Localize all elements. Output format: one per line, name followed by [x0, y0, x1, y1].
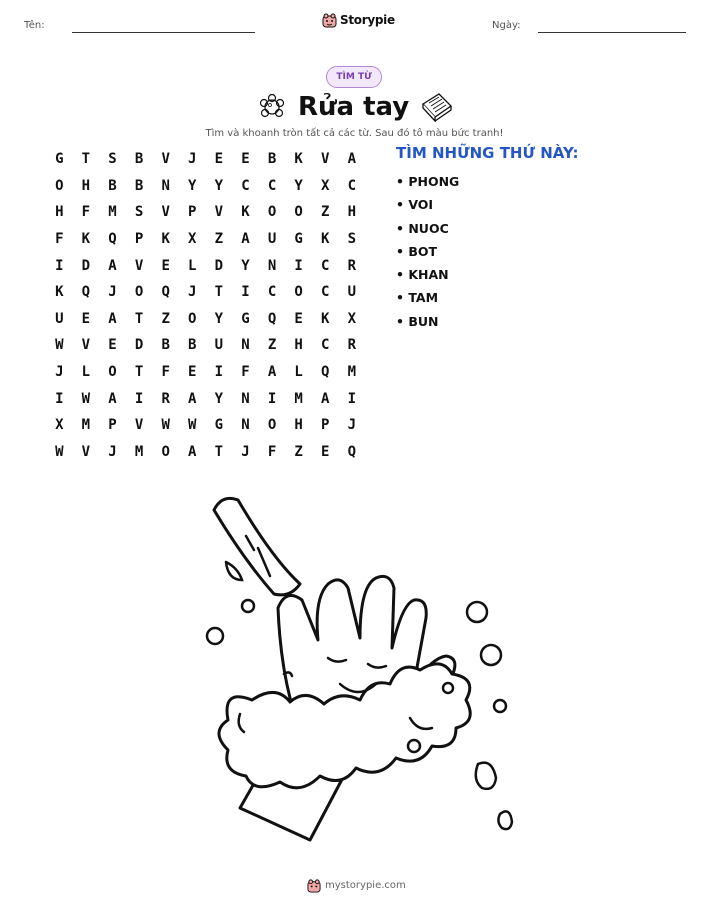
grid-cell[interactable]: A: [347, 151, 357, 168]
grid-cell[interactable]: F: [267, 443, 277, 460]
instructions: Tìm và khoanh tròn tất cả các từ. Sau đó tô màu bức tranh!: [205, 128, 504, 139]
grid-cell[interactable]: B: [134, 177, 144, 194]
grid-cell[interactable]: F: [81, 204, 91, 221]
grid-cell[interactable]: E: [161, 257, 170, 274]
grid-cell[interactable]: L: [188, 257, 197, 274]
grid-cell[interactable]: I: [214, 364, 224, 381]
grid-cell[interactable]: C: [321, 257, 330, 274]
grid-cell[interactable]: P: [321, 417, 330, 434]
grid-cell[interactable]: Q: [108, 231, 117, 248]
grid-cell[interactable]: O: [267, 417, 277, 434]
grid-cell[interactable]: Y: [214, 390, 224, 407]
grid-cell[interactable]: I: [55, 390, 64, 407]
grid-cell[interactable]: R: [347, 257, 357, 274]
soap-bubble-icon: [258, 93, 286, 121]
grid-cell[interactable]: I: [134, 390, 144, 407]
grid-cell[interactable]: F: [241, 364, 250, 381]
grid-cell[interactable]: S: [108, 151, 117, 168]
grid-cell[interactable]: K: [161, 231, 170, 248]
grid-cell[interactable]: N: [241, 417, 250, 434]
grid-cell[interactable]: K: [81, 231, 91, 248]
grid-cell[interactable]: Y: [188, 177, 197, 194]
grid-cell[interactable]: I: [347, 390, 357, 407]
name-line[interactable]: [72, 32, 255, 33]
grid-cell[interactable]: N: [161, 177, 170, 194]
grid-cell[interactable]: O: [188, 310, 197, 327]
grid-cell[interactable]: V: [134, 257, 144, 274]
grid-cell[interactable]: W: [81, 390, 91, 407]
brand-name: Storypie: [340, 13, 395, 27]
grid-cell[interactable]: V: [214, 204, 224, 221]
grid-cell[interactable]: J: [108, 284, 117, 301]
grid-cell[interactable]: C: [321, 337, 330, 354]
page-title: Rửa tay: [298, 92, 410, 122]
grid-cell[interactable]: P: [188, 204, 197, 221]
word-item: • VOI: [396, 197, 434, 213]
grid-cell[interactable]: P: [108, 417, 117, 434]
grid-cell[interactable]: K: [55, 284, 64, 301]
grid-cell[interactable]: E: [214, 151, 224, 168]
grid-cell[interactable]: B: [134, 151, 144, 168]
grid-cell[interactable]: D: [134, 337, 144, 354]
storypie-logo-icon: [307, 878, 321, 893]
grid-cell[interactable]: A: [321, 390, 330, 407]
grid-cell[interactable]: N: [241, 390, 250, 407]
grid-cell[interactable]: Y: [214, 310, 224, 327]
grid-cell[interactable]: K: [321, 310, 330, 327]
grid-cell[interactable]: D: [214, 257, 224, 274]
grid-cell[interactable]: O: [55, 177, 64, 194]
grid-cell[interactable]: J: [188, 151, 197, 168]
grid-cell[interactable]: T: [81, 151, 91, 168]
grid-cell[interactable]: J: [108, 443, 117, 460]
grid-cell[interactable]: M: [134, 443, 144, 460]
grid-cell[interactable]: U: [55, 310, 64, 327]
grid-cell[interactable]: I: [241, 284, 250, 301]
grid-cell[interactable]: I: [294, 257, 303, 274]
grid-cell[interactable]: Z: [267, 337, 277, 354]
grid-cell[interactable]: V: [321, 151, 330, 168]
grid-cell[interactable]: F: [55, 231, 64, 248]
grid-cell[interactable]: C: [347, 177, 357, 194]
word-item: • BUN: [396, 313, 439, 329]
brand: [322, 12, 395, 28]
grid-cell[interactable]: D: [81, 257, 91, 274]
grid-cell[interactable]: K: [294, 151, 303, 168]
hand-washing-illustration: [200, 488, 520, 848]
grid-cell[interactable]: S: [134, 204, 144, 221]
grid-cell[interactable]: A: [108, 310, 117, 327]
grid-cell[interactable]: X: [347, 310, 357, 327]
grid-cell[interactable]: E: [81, 310, 91, 327]
grid-cell[interactable]: R: [161, 390, 170, 407]
grid-cell[interactable]: B: [188, 337, 197, 354]
grid-cell[interactable]: B: [161, 337, 170, 354]
grid-cell[interactable]: F: [161, 364, 170, 381]
grid-cell[interactable]: W: [55, 443, 64, 460]
word-item: • PHONG: [396, 174, 460, 189]
grid-cell[interactable]: O: [161, 443, 170, 460]
grid-cell[interactable]: E: [108, 337, 117, 354]
grid-cell[interactable]: M: [108, 204, 117, 221]
grid-cell[interactable]: H: [347, 204, 357, 221]
grid-cell[interactable]: T: [134, 364, 144, 381]
grid-cell[interactable]: C: [321, 284, 330, 301]
grid-cell[interactable]: V: [81, 443, 91, 460]
grid-cell[interactable]: A: [241, 231, 250, 248]
grid-cell[interactable]: W: [55, 337, 64, 354]
grid-cell[interactable]: Z: [161, 310, 170, 327]
grid-cell[interactable]: E: [321, 443, 330, 460]
grid-cell[interactable]: H: [294, 337, 303, 354]
soap-bar-icon: [420, 90, 454, 122]
grid-cell[interactable]: G: [241, 310, 250, 327]
date-label: Ngày:: [492, 20, 521, 31]
grid-cell[interactable]: B: [108, 177, 117, 194]
grid-cell[interactable]: E: [294, 310, 303, 327]
grid-cell[interactable]: L: [294, 364, 303, 381]
grid-cell[interactable]: I: [267, 390, 277, 407]
footer-url[interactable]: mystorypie.com: [325, 880, 406, 891]
activity-tag: TÌM TỪ: [326, 66, 382, 88]
grid-cell[interactable]: J: [55, 364, 64, 381]
grid-cell[interactable]: W: [161, 417, 170, 434]
date-line[interactable]: [538, 32, 686, 33]
word-item: • KHAN: [396, 267, 449, 283]
grid-cell[interactable]: U: [267, 231, 277, 248]
grid-cell[interactable]: M: [347, 364, 357, 381]
grid-cell[interactable]: V: [81, 337, 91, 354]
grid-cell[interactable]: X: [188, 231, 197, 248]
grid-cell[interactable]: Y: [214, 177, 224, 194]
grid-cell[interactable]: K: [321, 231, 330, 248]
word-item: • TAM: [396, 290, 439, 306]
grid-cell[interactable]: U: [214, 337, 224, 354]
grid-cell[interactable]: J: [347, 417, 357, 434]
grid-cell[interactable]: Q: [347, 443, 357, 460]
grid-cell[interactable]: G: [214, 417, 224, 434]
grid-cell[interactable]: Q: [161, 284, 170, 301]
grid-cell[interactable]: A: [267, 364, 277, 381]
grid-cell[interactable]: A: [108, 390, 117, 407]
grid-cell[interactable]: J: [188, 284, 197, 301]
grid-cell[interactable]: O: [267, 204, 277, 221]
grid-cell[interactable]: M: [294, 390, 303, 407]
grid-cell[interactable]: H: [55, 204, 64, 221]
grid-cell[interactable]: X: [55, 417, 64, 434]
grid-cell[interactable]: C: [267, 284, 277, 301]
grid-cell[interactable]: Q: [81, 284, 91, 301]
grid-cell[interactable]: T: [214, 284, 224, 301]
grid-cell[interactable]: C: [267, 177, 277, 194]
word-item: • NUOC: [396, 220, 449, 236]
grid-cell[interactable]: N: [241, 337, 250, 354]
grid-cell[interactable]: S: [347, 231, 357, 248]
grid-cell[interactable]: Z: [294, 443, 303, 460]
grid-cell[interactable]: H: [294, 417, 303, 434]
grid-cell[interactable]: L: [81, 364, 91, 381]
grid-cell[interactable]: Y: [294, 177, 303, 194]
grid-cell[interactable]: O: [108, 364, 117, 381]
grid-cell[interactable]: R: [347, 337, 357, 354]
grid-cell[interactable]: X: [321, 177, 330, 194]
grid-cell[interactable]: E: [188, 364, 197, 381]
word-item: • BOT: [396, 243, 438, 259]
grid-cell[interactable]: P: [134, 231, 144, 248]
grid-cell[interactable]: Z: [214, 231, 224, 248]
grid-cell[interactable]: N: [267, 257, 277, 274]
grid-cell[interactable]: Q: [321, 364, 330, 381]
grid-cell[interactable]: K: [241, 204, 250, 221]
grid-cell[interactable]: Y: [241, 257, 250, 274]
grid-cell[interactable]: J: [241, 443, 250, 460]
grid-cell[interactable]: E: [241, 151, 250, 168]
grid-cell[interactable]: O: [294, 284, 303, 301]
grid-cell[interactable]: A: [188, 390, 197, 407]
name-label: Tên:: [24, 20, 45, 31]
grid-cell[interactable]: B: [267, 151, 277, 168]
grid-cell[interactable]: U: [347, 284, 357, 301]
grid-cell[interactable]: G: [294, 231, 303, 248]
grid-cell[interactable]: O: [294, 204, 303, 221]
grid-cell[interactable]: V: [161, 151, 170, 168]
grid-cell[interactable]: A: [108, 257, 117, 274]
grid-cell[interactable]: C: [241, 177, 250, 194]
grid-cell[interactable]: O: [134, 284, 144, 301]
grid-cell[interactable]: H: [81, 177, 91, 194]
grid-cell[interactable]: W: [188, 417, 197, 434]
grid-cell[interactable]: V: [134, 417, 144, 434]
grid-cell[interactable]: I: [55, 257, 64, 274]
word-search-grid: [46, 146, 365, 465]
footer: [307, 878, 406, 893]
grid-cell[interactable]: M: [81, 417, 91, 434]
word-list-heading: TÌM NHỮNG THỨ NÀY:: [396, 144, 579, 162]
word-list: [396, 170, 459, 333]
grid-cell[interactable]: A: [188, 443, 197, 460]
grid-cell[interactable]: T: [214, 443, 224, 460]
grid-cell[interactable]: Z: [321, 204, 330, 221]
grid-cell[interactable]: V: [161, 204, 170, 221]
grid-cell[interactable]: G: [55, 151, 64, 168]
grid-cell[interactable]: T: [134, 310, 144, 327]
storypie-logo-icon: [322, 12, 337, 28]
grid-cell[interactable]: Q: [267, 310, 277, 327]
